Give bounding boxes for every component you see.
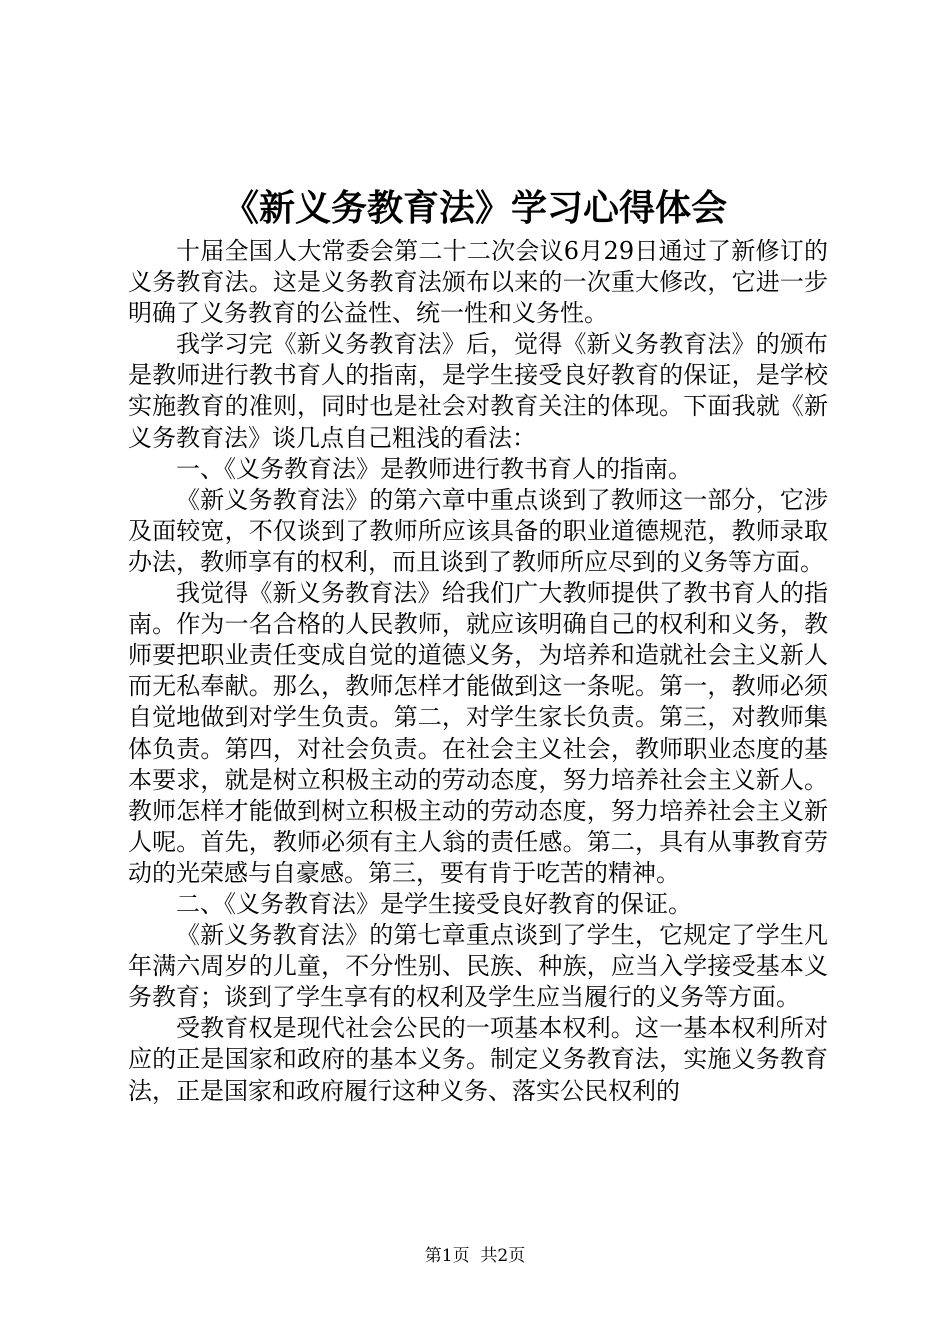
paragraph-5: 《新义务教育法》的第七章重点谈到了学生，它规定了学生凡年满六周岁的儿童，不分性别、民族、种族，应当入学接受基本义务教育；谈到了学生享有的权利及学生应当履行的义务等方面。 xyxy=(128,921,828,1012)
page-footer xyxy=(0,1245,950,1267)
page-number: 第1页 xyxy=(424,1246,470,1266)
document-body xyxy=(128,236,828,1107)
document-title: 《新义务教育法》学习心得体会 xyxy=(222,187,727,229)
page-total: 共2页 xyxy=(480,1246,526,1266)
paragraph-2: 我学习完《新义务教育法》后，觉得《新义务教育法》的颁布是教师进行教书育人的指南，是学生接受良好教育的保证，是学校实施教育的准则，同时也是社会对教育关注的体现。下面我就《新义务教育法》谈几点自己粗浅的看法： xyxy=(128,330,828,452)
paragraph-6: 受教育权是现代社会公民的一项基本权利。这一基本权利所对应的正是国家和政府的基本义务。制定义务教育法，实施义务教育法，正是国家和政府履行这种义务、落实公民权利的 xyxy=(128,1014,828,1105)
paragraph-4: 我觉得《新义务教育法》给我们广大教师提供了教书育人的指南。作为一名合格的人民教师，就应该明确自己的权利和义务，教师要把职业责任变成自觉的道德义务，为培养和造就社会主义新人而无私奉献。那么，教师怎样才能做到这一条呢。第一，教师必须自觉地做到对学生负责。第二，对学生家长负责。第三，对教师集体负责。第四，对社会负责。在社会主义社会，教师职业态度的基本要求，就是树立积极主动的劳动态度，努力培养社会主义新人。教师怎样才能做到树立积极主动的劳动态度，努力培养社会主义新人呢。首先，教师必须有主人翁的责任感。第二，具有从事教育劳动的光荣感与自豪感。第三，要有肯于吃苦的精神。 xyxy=(128,579,828,887)
section-heading-1: 一、《义务教育法》是教师进行教书育人的指南。 xyxy=(176,454,692,483)
paragraph-1: 十届全国人大常委会第二十二次会议6月29日通过了新修订的义务教育法。这是义务教育法颁布以来的一次重大修改，它进一步明确了义务教育的公益性、统一性和义务性。 xyxy=(128,237,828,328)
paragraph-3: 《新义务教育法》的第六章中重点谈到了教师这一部分，它涉及面较宽，不仅谈到了教师所应该具备的职业道德规范，教师录取办法，教师享有的权利，而且谈到了教师所应尽到的义务等方面。 xyxy=(128,485,828,576)
section-heading-2: 二、《义务教育法》是学生接受良好教育的保证。 xyxy=(176,889,692,918)
